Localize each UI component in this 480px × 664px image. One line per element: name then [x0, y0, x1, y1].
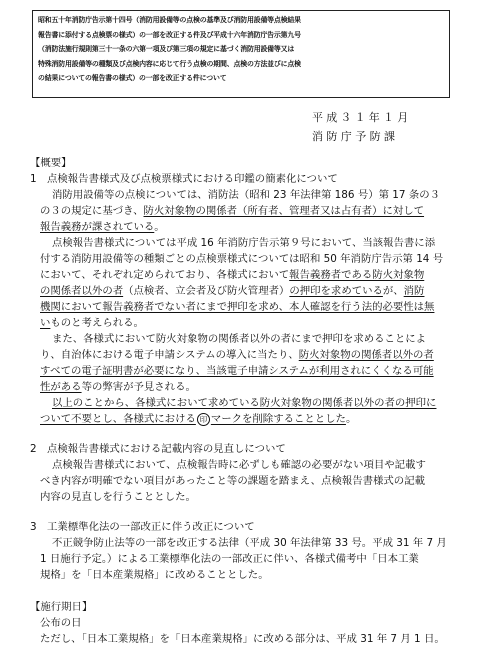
paragraph-line	[40, 364, 434, 378]
underlined-text: 消防	[403, 285, 425, 297]
section-2-title: 2 点検報告書様式における記載内容の見直しについて	[30, 443, 286, 455]
underlined-text: ついて不要とし、各様式における	[40, 413, 196, 425]
paragraph-line: また、各様式において防火対象物の関係者以外の者にまで押印を求めることによ	[52, 333, 427, 345]
seal-mark-icon: 印	[197, 413, 210, 426]
enforcement-line: 公布の日	[40, 617, 82, 629]
paragraph-line: 付する消防用設備等の種類ごとの点検票様式については昭和 50 年消防庁告示第 14 号	[40, 253, 444, 265]
paragraph-line: 点検報告書様式については平成 16 年消防庁告示第９号において、当該報告書に添	[52, 237, 436, 249]
underlined-text: すべての電子証明書が必要になり、	[40, 365, 207, 377]
underlined-text: 報告義務者である防火対象物	[289, 269, 425, 281]
underlined-text: の関係者以外の者	[40, 285, 124, 297]
paragraph-line: 不正競争防止法等の一部を改正する法律（平成 30 年法律第 33 号。平成 31 年 7 月	[52, 537, 447, 549]
underlined-text: い	[40, 317, 51, 329]
title-line: 昭和五十年消防庁告示第十四号（消防用設備等の点検の基準及び消防用設備等点検結果	[38, 16, 301, 24]
paragraph-line: 報告義務が課されている。	[40, 221, 165, 233]
enforcement-line: ただし、「日本工業規格」を「日本産業規格」に改める部分は、平成 31 年 7 月 1 日。	[40, 633, 445, 645]
paragraph-line: 消防用設備等の点検については、消防法（昭和 23 年法律第 186 号）第 17 条の３	[52, 189, 440, 201]
paragraph-line	[52, 396, 436, 410]
underlined-text: 防火対象物の関係者以外の者	[298, 349, 434, 361]
paragraph-line: 点検報告書様式において、点検報告時に必ずしも確認の必要がない項目や記載す	[52, 459, 426, 471]
section-1-title: 1 点検報告書様式及び点検票様式における印鑑の簡素化について	[30, 173, 338, 185]
underlined-text: 性がある	[40, 381, 82, 393]
underlined-text: マークを削除することとした	[210, 413, 346, 425]
title-line: 特殊消防用設備等の種類及び点検内容に応じて行う点検の期間、点検の方法並びに点検	[38, 59, 301, 68]
section-3-title: 3 工業標準化法の一部改正に伴う改正について	[30, 521, 255, 533]
underlined-text: 防火対象物の関係者（所有者、管理者又は占有者）に対して	[143, 205, 425, 217]
underlined-text: の押印を求めている	[289, 285, 383, 297]
paragraph-line: 性がある等の弊害が予見される。	[40, 381, 196, 393]
underlined-text: 機関において報告義務者でない者にまで押印を求め、本人確認を行う法的必要性は無	[40, 301, 435, 313]
issue-date: 平成３１年１月	[312, 111, 412, 124]
title-line: 報告書に添付する点検票の様式）の一部を改正する件及び平成十六年消防庁告示第九号	[38, 30, 301, 39]
underlined-text: 当該電子申請システムが利用されにくくなる可能	[206, 365, 434, 377]
paragraph-line: において、それぞれ定められており、各様式において報告義務者である防火対象物	[40, 269, 425, 281]
paragraph-line: べき内容が明確でない項目があったこと等の課題を踏まえ、点検報告書様式の記載	[40, 475, 425, 487]
paragraph-line: 1 日施行予定。）による工業標準化法の一部改正に伴い、各様式備考中「日本工業	[40, 553, 419, 565]
underlined-text: 以上のことから、各様式において求めている防火対象物の関係者以外の者の押印に	[52, 397, 437, 409]
paragraph-line: り、自治体における電子申請システムの導入に当たり、防火対象物の関係者以外の者	[40, 349, 434, 361]
title-line: （消防法施行規則第三十一条の六第一項及び第三項の規定に基づく消防用設備等又は	[38, 45, 295, 54]
paragraph-line: 内容の見直しを行うこととした。	[40, 491, 196, 503]
underlined-text: 報告義務が課されている	[40, 221, 155, 233]
paragraph-line: いものと考えられる。	[40, 317, 144, 329]
enforcement-heading: 【施行期日】	[30, 601, 93, 613]
paragraph-line: の３の規定に基づき、防火対象物の関係者（所有者、管理者又は占有者）に対して	[40, 205, 425, 217]
summary-heading: 【概要】	[30, 157, 72, 169]
issuing-department: 消防庁予防課	[312, 130, 399, 143]
paragraph-line: の関係者以外の者（点検者、立会者及び防火管理者）の押印を求めているが、消防	[40, 285, 425, 297]
paragraph-line: ついて不要とし、各様式における 印 マークを削除することとした。	[40, 413, 357, 425]
paragraph-line: 規格」を「日本産業規格」に改めることとした。	[40, 569, 269, 581]
title-line: の結果についての報告書の様式）の一部を改正する件について	[38, 74, 227, 83]
document-title	[32, 10, 450, 98]
paragraph-line	[40, 300, 434, 314]
